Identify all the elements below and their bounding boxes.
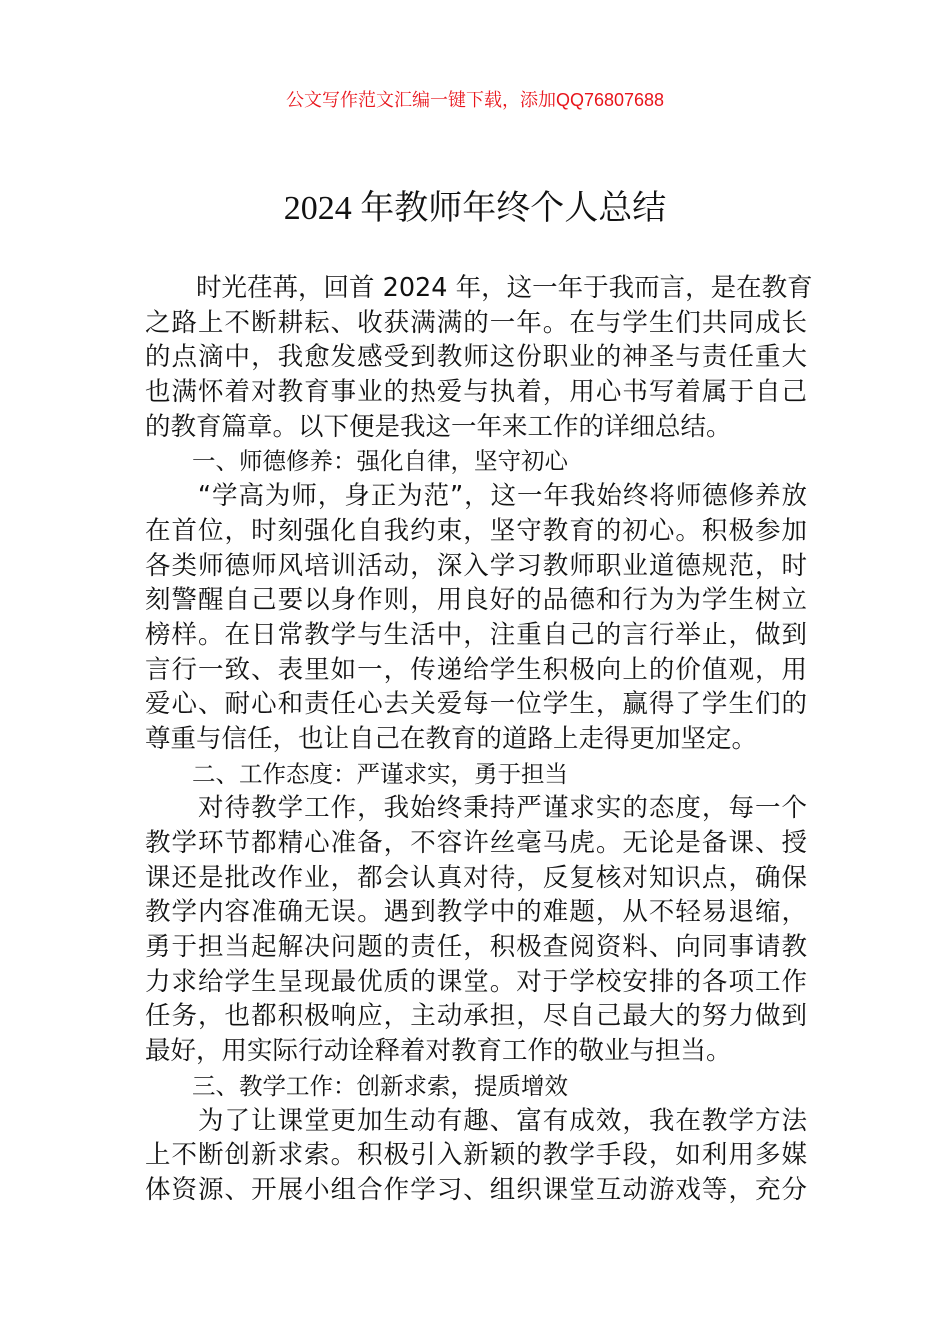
paragraph-line: 爱心、耐心和责任心去关爱每一位学生，赢得了学生们的	[145, 689, 807, 720]
paragraph-line: 也满怀着对教育事业的热爱与执着，用心书写着属于自己	[145, 377, 807, 408]
section-heading: 三、教学工作：创新求索，提质增效	[145, 1071, 568, 1100]
paragraph-line: 各类师德师风培训活动，深入学习教师职业道德规范，时	[145, 550, 807, 581]
paragraph-line: 上不断创新求索。积极引入新颖的教学手段，如利用多媒	[145, 1140, 807, 1171]
paragraph-line: 对待教学工作，我始终秉持严谨求实的态度，每一个	[145, 793, 807, 824]
paragraph-line: 榜样。在日常教学与生活中，注重自己的言行举止，做到	[145, 619, 807, 650]
document-body	[145, 271, 813, 1208]
paragraph-line: 任务，也都积极响应，主动承担，尽自己最大的努力做到	[145, 1001, 807, 1032]
paragraph-line: 之路上不断耕耘、收获满满的一年。在与学生们共同成长	[145, 307, 807, 338]
paragraph-line: 教学环节都精心准备，不容许丝毫马虎。无论是备课、授	[145, 828, 807, 858]
paragraph-line: 课还是批改作业，都会认真对待，反复核对知识点，确保	[145, 862, 807, 893]
promo-banner-link[interactable]: 公文写作范文汇编一键下载，添加QQ76807688	[285, 90, 665, 110]
section-heading: 二、工作态度：严谨求实，勇于担当	[145, 759, 568, 788]
paragraph-line: 的点滴中，我愈发感受到教师这份职业的神圣与责任重大	[145, 342, 807, 373]
paragraph-line: 体资源、开展小组合作学习、组织课堂互动游戏等，充分	[145, 1174, 807, 1205]
section-heading: 一、师德修养：强化自律，坚守初心	[145, 447, 568, 476]
paragraph-line: 言行一致、表里如一，传递给学生积极向上的价值观，用	[145, 654, 807, 685]
paragraph-line: 最好，用实际行动诠释着对教育工作的敬业与担当。	[145, 1036, 732, 1067]
paragraph-line: 的教育篇章。以下便是我这一年来工作的详细总结。	[145, 411, 732, 442]
paragraph-line: 教学内容准确无误。遇到教学中的难题，从不轻易退缩，	[145, 897, 807, 928]
paragraph-line: “学高为师，身正为范”，这一年我始终将师德修养放	[145, 481, 807, 512]
paragraph-line: 尊重与信任，也让自己在教育的道路上走得更加坚定。	[145, 723, 758, 754]
paragraph-line: 在首位，时刻强化自我约束，坚守教育的初心。积极参加	[145, 515, 807, 546]
document-title: 2024 年教师年终个人总结	[283, 190, 667, 227]
paragraph-line: 为了让课堂更加生动有趣、富有成效，我在教学方法	[145, 1105, 807, 1136]
paragraph-line: 刻警醒自己要以身作则，用良好的品德和行为为学生树立	[145, 585, 807, 616]
paragraph-line: 勇于担当起解决问题的责任，积极查阅资料、向同事请教	[145, 932, 807, 963]
paragraph-line: 时光荏苒，回首 2024 年，这一年于我而言，是在教育	[145, 273, 813, 303]
paragraph-line: 力求给学生呈现最优质的课堂。对于学校安排的各项工作	[145, 966, 807, 997]
